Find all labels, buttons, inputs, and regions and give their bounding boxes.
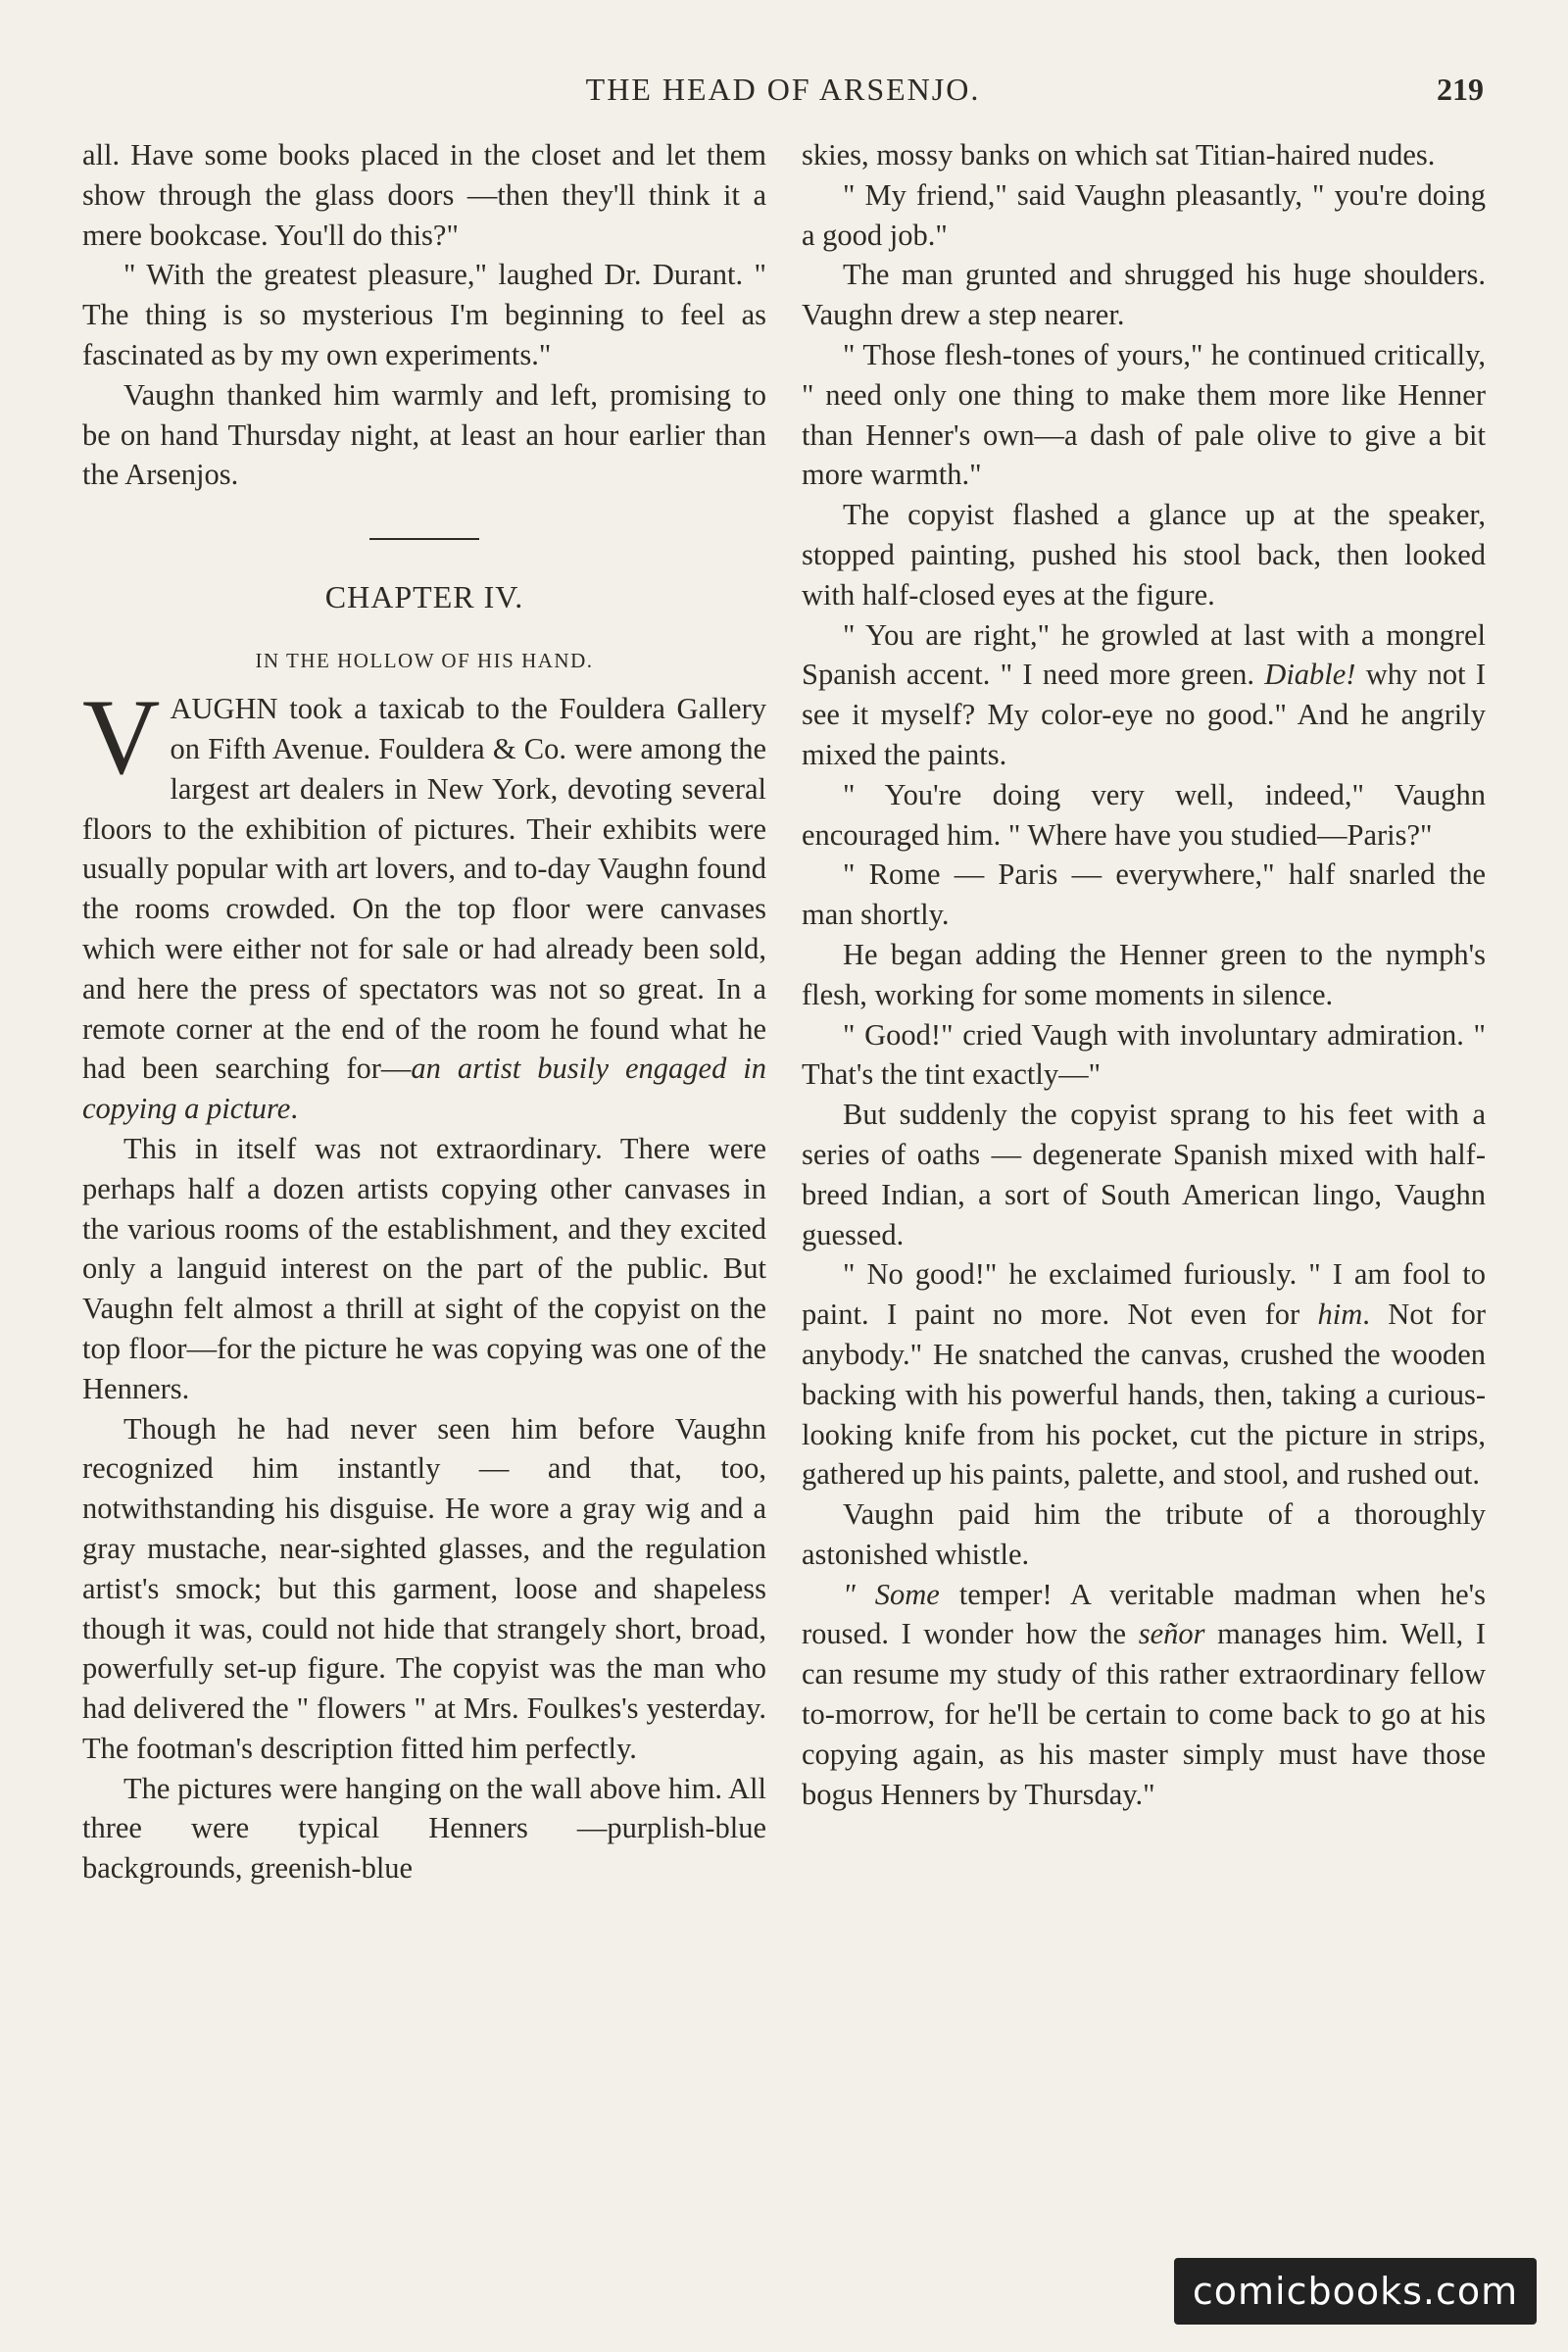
paragraph-text: manages him. Well, I can resume my study of this rather extraordinary fellow to-morrow, for he'll be certain to come back to go at his copying again, as his master simply must have those bogus Henners by Thursday." [802,1617,1486,1811]
section-divider [369,538,479,540]
paragraph: The man grunted and shrugged his huge shoulders. Vaughn drew a step nearer. [802,258,1486,332]
opening-paragraph [82,677,766,1129]
paragraph-text: . Not for anybody." He snatched the canvas, crushed the wooden backing with his powerful hands, then, taking a curious-looking knife from his pocket, cut the picture in strips, gathered up his paints, palette, and stool, and rushed out. [802,1298,1486,1492]
drop-cap: V [82,677,161,798]
paragraph: Vaughn paid him the tribute of a thoroughly astonished whistle. [802,1497,1486,1571]
paragraph-text: temper! A veritable madman when he's roused. I wonder how the [802,1577,1486,1651]
paragraph: " My friend," said Vaughn pleasantly, " you're doing a good job." [802,177,1486,252]
italic-text: him [1317,1298,1363,1332]
paragraph: skies, mossy banks on which sat Titian-haired nudes. [802,138,1436,172]
paragraph-text: " No good!" he exclaimed furiously. " I am fool to paint. I paint no more. Not even for [802,1257,1486,1332]
paragraph: Vaughn thanked him warmly and left, promising to be on hand Thursday night, at least an hour earlier than the Arsenjos. [82,377,766,492]
paragraph: Though he had never seen him before Vaughn recognized him instantly — and that, too, notwithstanding his disguise. He wore a gray wig and a gray mustache, near-sighted glasses, and the regulation artist's smock; but this garment, loose and shapeless though it was, could not hide that strangely short, broad, powerfully set-up figure. The copyist was the man who had delivered the " flowers " at Mrs. Foulkes's yesterday. The footman's description fitted him perfectly. [82,1411,766,1765]
italic-text: señor [1138,1617,1205,1651]
page-number: 219 [1437,72,1484,107]
italic-text: " Some [843,1577,940,1611]
paragraph [802,1575,1486,1815]
paragraph: all. Have some books placed in the closet and let them show through the glass doors —then they'll think it a mere bookcase. You'll do this?" [82,138,766,252]
paragraph: " You're doing very well, indeed," Vaughn encouraged him. " Where have you studied—Paris?" [802,777,1486,852]
paragraph: The copyist flashed a glance up at the speaker, stopped painting, pushed his stool back, then looked with half-closed eyes at the figure. [802,498,1486,612]
watermark-logo: comicbooks.com [1174,2258,1537,2325]
paragraph [802,1254,1486,1494]
paragraph: But suddenly the copyist sprang to his feet with a series of oaths — degenerate Spanish mixed with half-breed Indian, a sort of South American lingo, Vaughn guessed. [802,1098,1486,1251]
paragraph-text: . [290,1092,298,1126]
paragraph-text: why not I see it myself? My color-eye no good." And he angrily mixed the paints. [802,658,1486,771]
paragraph: The pictures were hanging on the wall above him. All three were typical Henners —purplish-blue backgrounds, greenish-blue [82,1771,766,1886]
chapter-subtitle: IN THE HOLLOW OF HIS HAND. [255,649,594,673]
paragraph: He began adding the Henner green to the nymph's flesh, working for some moments in silence. [802,937,1486,1011]
italic-text: an artist busily engaged in copying a picture [82,1052,766,1126]
paragraph-text: AUGHN took a taxicab to the Fouldera Gallery on Fifth Avenue. Fouldera & Co. were among the largest art dealers in New York, devoting several floors to the exhibition of pictures. Their exhibits were usually popular with art lovers, and to-day Vaughn found the rooms crowded. On the top floor were canvases which were either not for sale or had already been sold, and here the press of spectators was not so great. In a remote corner at the end of the room he found what he had been searching for— [82,692,766,1086]
paragraph [802,615,1486,775]
paragraph: " Good!" cried Vaugh with involuntary admiration. " That's the tint exactly—" [802,1017,1486,1092]
running-head [82,65,1484,114]
left-column [82,135,766,1888]
paragraph: " With the greatest pleasure," laughed Dr. Durant. " The thing is so mysterious I'm beginning to feel as fascinated as by my own experiments." [82,258,766,371]
chapter-title: CHAPTER IV. [324,579,524,615]
paragraph: " Those flesh-tones of yours," he continued critically, " need only one thing to make them more like Henner than Henner's own—a dash of pale olive to give a bit more warmth." [802,337,1486,492]
right-column [802,135,1486,1814]
paragraph: " Rome — Paris — everywhere," half snarled the man shortly. [802,858,1486,932]
italic-text: Diable! [1264,658,1356,692]
paragraph-text: " You are right," he growled at last with a mongrel Spanish accent. " I need more green. [802,617,1486,692]
running-title: THE HEAD OF ARSENJO. [585,72,981,107]
paragraph: This in itself was not extraordinary. There were perhaps half a dozen artists copying other canvases in the various rooms of the establishment, and they excited only a languid interest on the part of the public. But Vaughn felt almost a thrill at sight of the copyist on the top floor—for the picture he was copying was one of the Henners. [82,1131,766,1405]
